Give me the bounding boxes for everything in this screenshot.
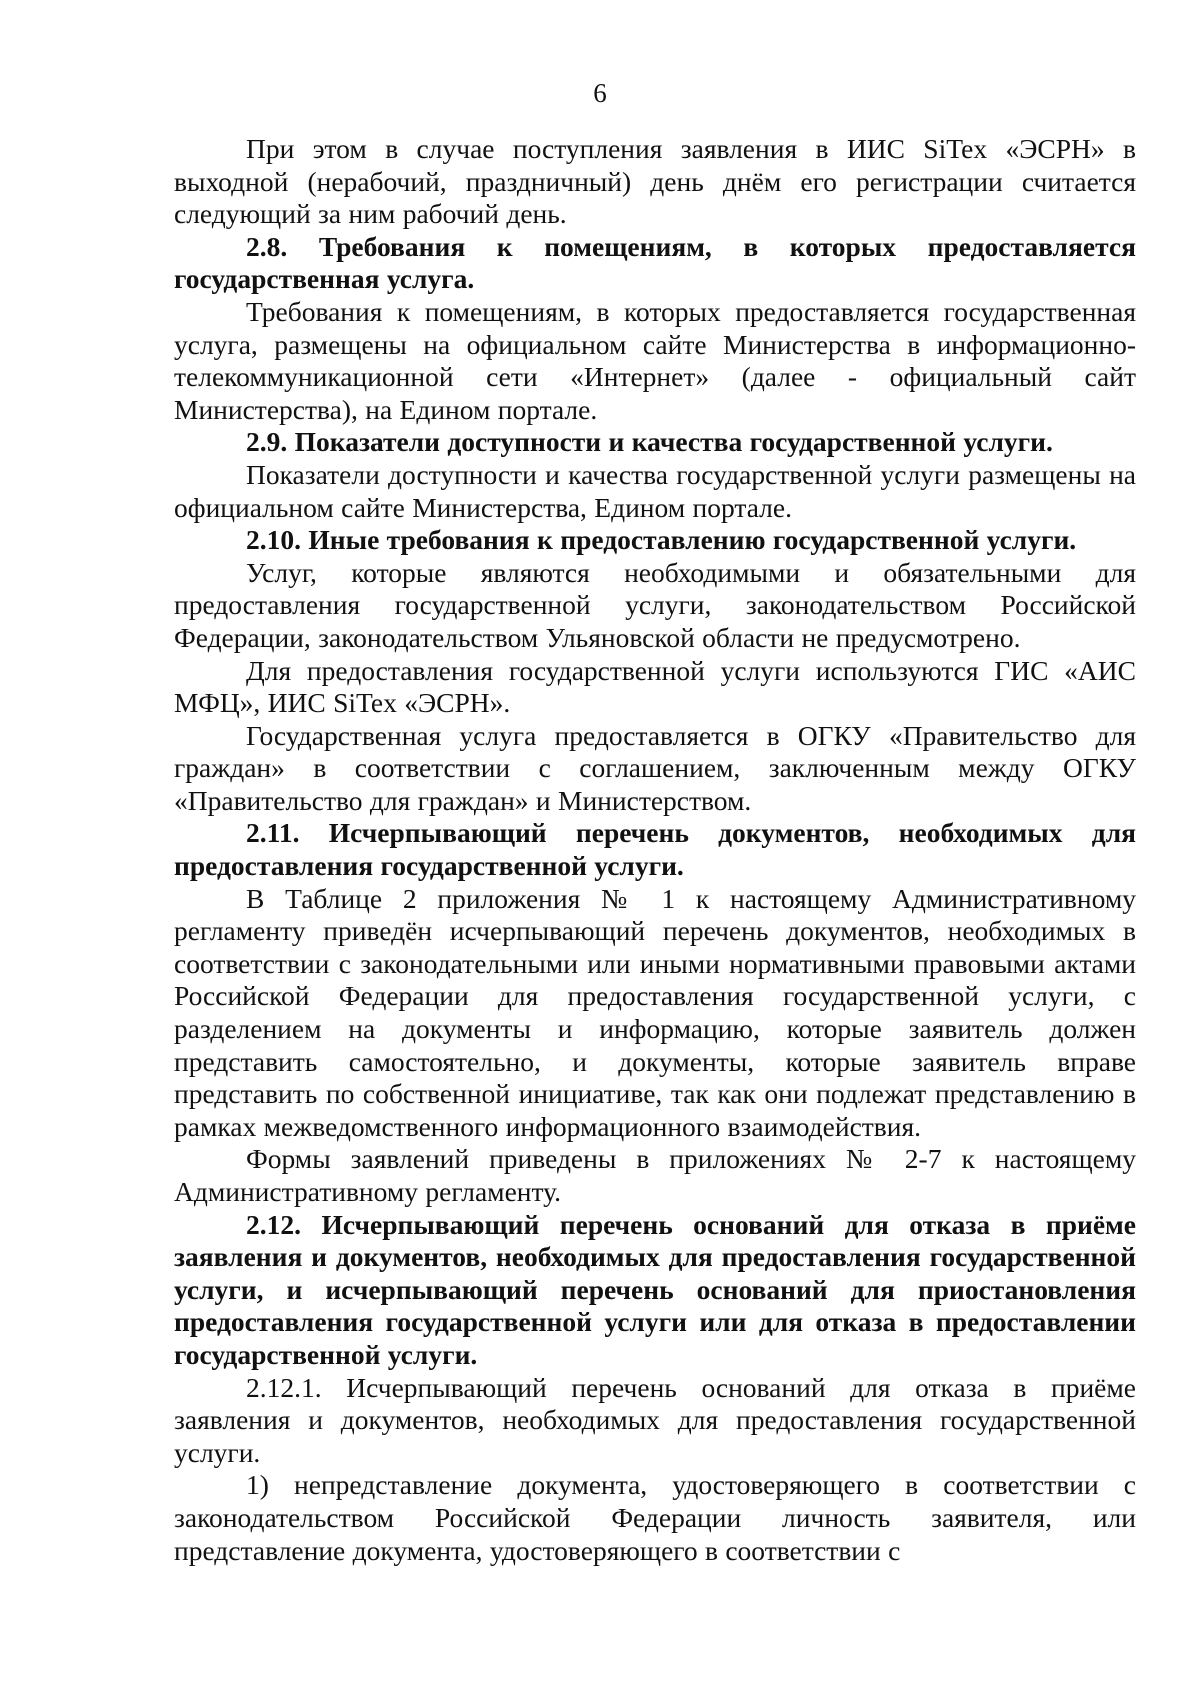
paragraph: Услуг, которые являются необходимыми и обязательными для предоставления государственной услуги, законодательством Российской Федерации, законодательством Ульяновской области не предусмотрено.: [174, 556, 1136, 653]
paragraph: Государственная услуга предоставляется в ОГКУ «Правительство для граждан» в соответствии с соглашением, заключенным между ОГКУ «Правительство для граждан» и Министерством.: [174, 719, 1136, 816]
section-heading: 2.10. Иные требования к предоставлению государственной услуги.: [246, 524, 1077, 556]
section-heading: 2.9. Показатели доступности и качества государственной услуги.: [246, 426, 1053, 458]
section-heading: 2.8. Требования к помещениям, в которых предоставляется государственная услуга.: [174, 230, 1136, 295]
section-heading: 2.12. Исчерпывающий перечень оснований для отказа в приёме заявления и документов, необходимых для предоставления государственной услуги, и исчерпывающий перечень оснований для приостановления предоставления государственной услуги или для отказа в предоставлении государственной услуги.: [174, 1208, 1136, 1370]
paragraph: Показатели доступности и качества государственной услуги размещены на официальном сайте Министерства, Едином портале.: [174, 458, 1136, 523]
paragraph: В Таблице 2 приложения № 1 к настоящему Административному регламенту приведён исчерпывающий перечень документов, необходимых в соответствии с законодательными или иными нормативными правовыми актами Российской Федерации для предоставления государственной услуги, с разделением на документы и информацию, которые заявитель должен представить самостоятельно, и документы, которые заявитель вправе представить по собственной инициативе, так как они подлежат представлению в рамках межведомственного информационного взаимодействия.: [174, 882, 1136, 1142]
paragraph: При этом в случае поступления заявления в ИИС SiTex «ЭСРН» в выходной (нерабочий, праздничный) день днём его регистрации считается следующий за ним рабочий день.: [174, 133, 1136, 230]
document-body: [174, 133, 1136, 1567]
paragraph: 1) непредставление документа, удостоверяющего в соответствии с законодательством Российской Федерации личность заявителя, или представление документа, удостоверяющего в соответствии с: [174, 1469, 1136, 1566]
paragraph: 2.12.1. Исчерпывающий перечень оснований для отказа в приёме заявления и документов, необходимых для предоставления государственной услуги.: [174, 1371, 1136, 1468]
page-number: 6: [593, 78, 607, 108]
section-heading: 2.11. Исчерпывающий перечень документов, необходимых для предоставления государственной услуги.: [174, 817, 1136, 882]
paragraph: Формы заявлений приведены в приложениях № 2-7 к настоящему Административному регламенту.: [174, 1143, 1136, 1207]
paragraph: Для предоставления государственной услуги используются ГИС «АИС МФЦ», ИИС SiTex «ЭСРН».: [174, 654, 1136, 719]
paragraph: Требования к помещениям, в которых предоставляется государственная услуга, размещены на официальном сайте Министерства в информационно-телекоммуникационной сети «Интернет» (далее - официальный сайт Министерства), на Едином портале.: [174, 295, 1136, 425]
